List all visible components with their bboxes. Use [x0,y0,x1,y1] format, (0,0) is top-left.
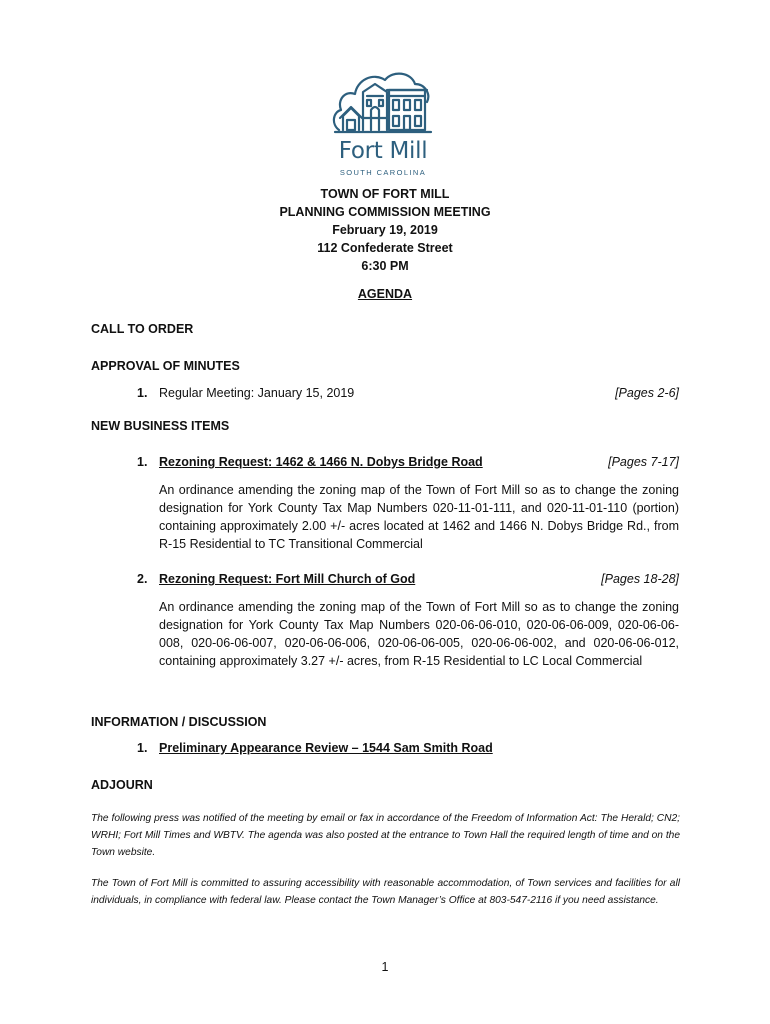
section-information-discussion: INFORMATION / DISCUSSION [91,715,267,729]
info-item-1-title: Preliminary Appearance Review – 1544 Sam Smith Road [159,741,493,755]
approval-item-pages: [Pages 2-6] [615,386,679,400]
meeting-header [0,185,770,275]
section-adjourn: ADJOURN [91,778,153,792]
logo-town-name: Fort Mill [338,138,428,164]
approval-item-number: 1. [137,386,148,400]
meeting-address: 112 Confederate Street [317,241,453,255]
meeting-time: 6:30 PM [361,259,409,273]
section-new-business: NEW BUSINESS ITEMS [91,419,230,433]
business-item-1-pages: [Pages 7-17] [608,455,679,469]
approval-item-title: Regular Meeting: January 15, 2019 [159,386,355,400]
meeting-title: PLANNING COMMISSION MEETING [279,205,491,219]
meeting-date: February 19, 2019 [332,223,438,237]
page-number: 1 [381,960,389,974]
press-notification-note: The following press was notified of the meeting by email or fax in accordance of the Freedom of Information Act: The Herald; CN2; WRHI; Fort Mill Times and WBTV. The agenda was also posted at the entrance to Town Hall the required length of time and on the Town website. [91,813,680,858]
business-item-2-title: Rezoning Request: Fort Mill Church of God [159,572,416,586]
accessibility-note: The Town of Fort Mill is committed to assuring accessibility with reasonable accommodation, of Town services and facilities for all individuals, in compliance with federal law. Please contact the Town Manager’s Office at 803-547-2116 if you need assistance. [91,878,680,906]
info-item-1-number: 1. [137,741,148,755]
section-approval-of-minutes: APPROVAL OF MINUTES [91,359,240,373]
business-item-2-number: 2. [137,572,148,586]
business-item-1-title: Rezoning Request: 1462 & 1466 N. Dobys Bridge Road [159,455,483,469]
business-item-1-description: An ordinance amending the zoning map of the Town of Fort Mill so as to change the zoning designation for York County Tax Map Numbers 020-11-01-111, and 020-11-01-110 (portion) containing approximately 2.00 +/- acres located at 1462 and 1466 N. Dobys Bridge Rd., from R-15 Residential to TC Transitional Commercial [159,483,679,551]
town-logo [327,62,439,180]
town-hall-illustration-icon [327,62,439,138]
agenda-title: AGENDA [357,287,413,301]
logo-state: SOUTH CAROLINA [339,168,427,177]
town-name: TOWN OF FORT MILL [320,187,450,201]
business-item-2-description: An ordinance amending the zoning map of the Town of Fort Mill so as to change the zoning designation for York County Tax Map Numbers 020-06-06-010, 020-06-06-009, 020-06-06-008, 020-06-06-007, 020-06-06-006, 020-06-06-005, 020-06-06-002, and 020-06-06-012, containing approximately 3.27 +/- acres, from R-15 Residential to LC Local Commercial [159,600,679,668]
business-item-1-number: 1. [137,455,148,469]
business-item-2-pages: [Pages 18-28] [601,572,679,586]
section-call-to-order: CALL TO ORDER [91,322,194,336]
